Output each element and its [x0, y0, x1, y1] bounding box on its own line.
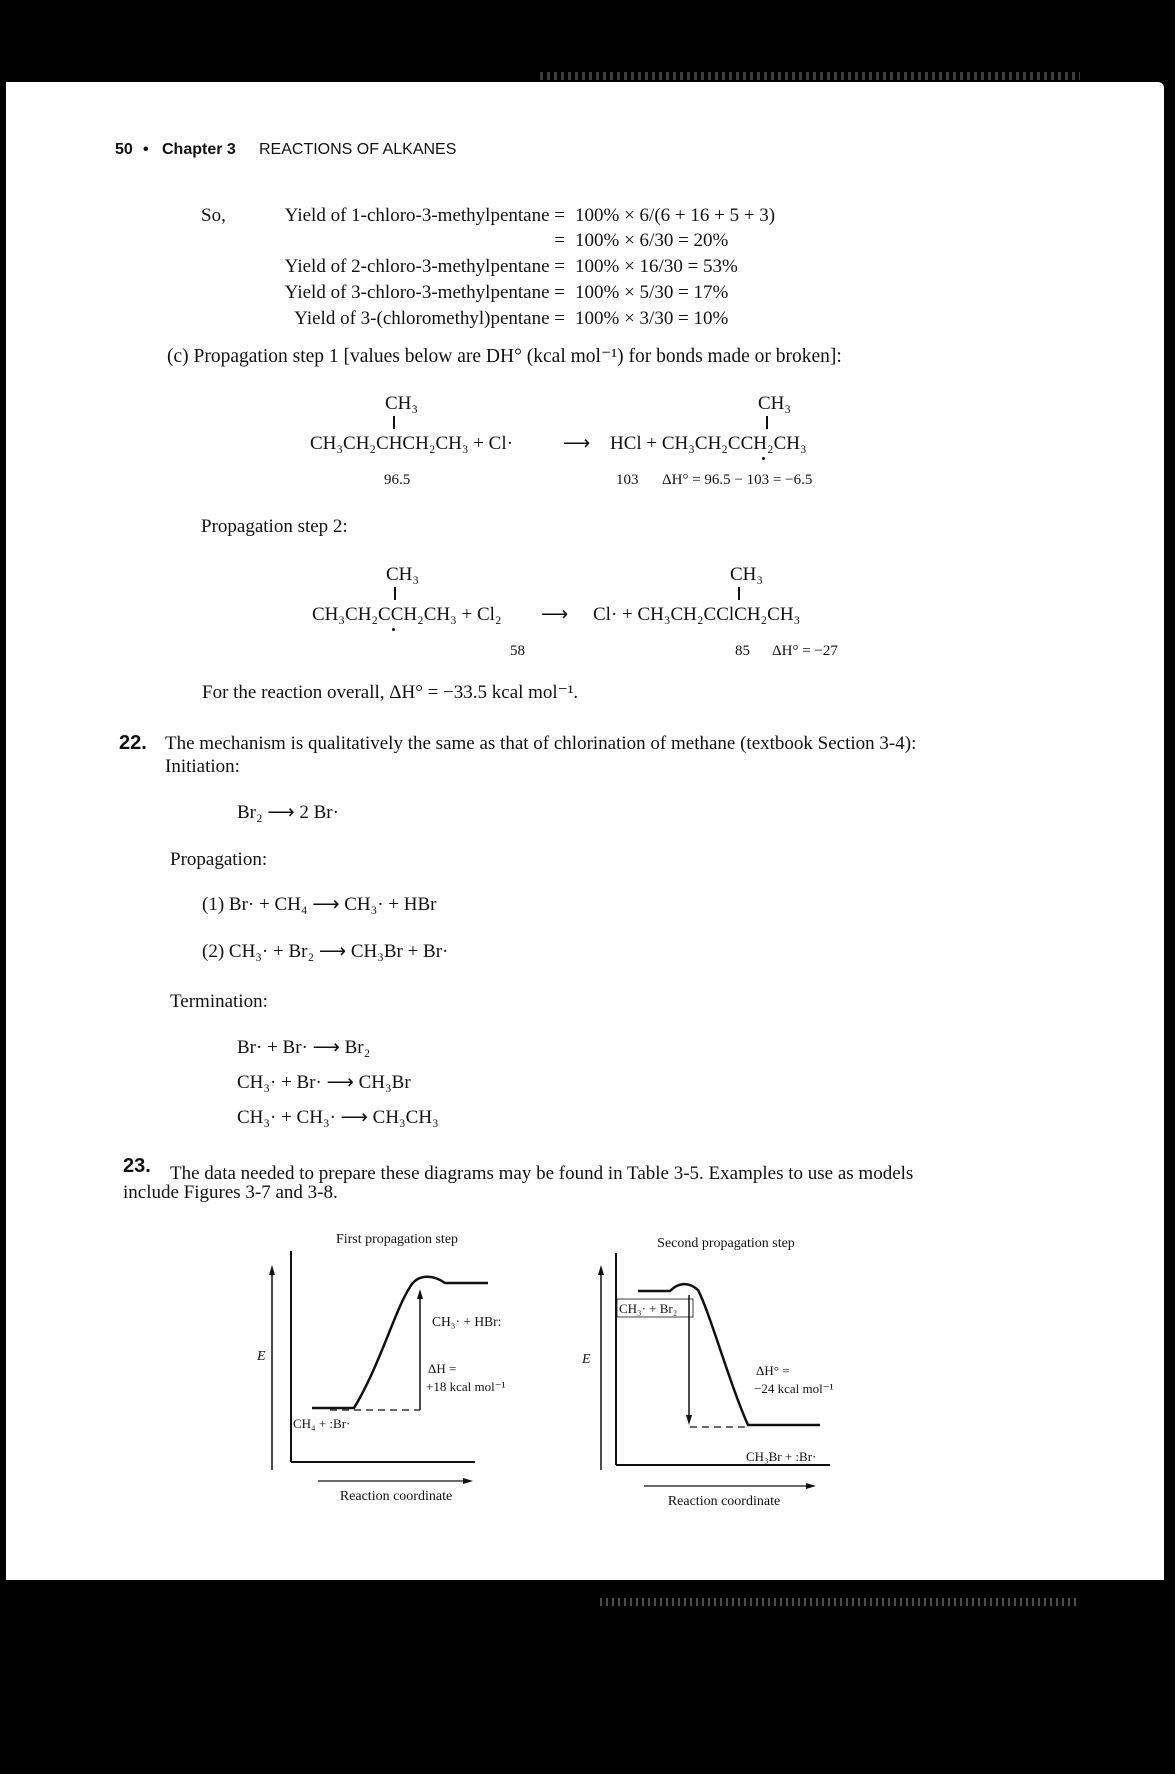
scan-noise-bottom [600, 1598, 1080, 1606]
yield-label-1: Yield of 1-chloro-3-methylpentane = [284, 205, 565, 226]
diagram2-x-arrowhead [806, 1483, 816, 1489]
scan-noise-top [540, 72, 1080, 80]
step2-products: Cl· + CH₃CH₂CClCH₂CH₃ [593, 604, 801, 625]
diagram1-reactants: CH₄ + :Br· [293, 1416, 351, 1431]
step1-arrow: ⟶ [563, 433, 591, 454]
chapter-title: REACTIONS OF ALKANES [259, 141, 457, 158]
page-number: 50 [115, 141, 133, 158]
step2-value-right: 85 [735, 643, 750, 659]
part-c-intro: (c) Propagation step 1 [values below are DH° (kcal mol⁻¹) for bonds made or broken]: [167, 346, 842, 367]
diagram1-products: CH₃· + HBr: [432, 1314, 502, 1329]
step2-radical-dot [392, 628, 395, 631]
q22-termination-label: Termination: [170, 991, 268, 1012]
diagram2-dh-line1: ΔH° = [756, 1363, 790, 1378]
yield-value-1: 100% × 6/(6 + 16 + 5 + 3) [575, 205, 776, 226]
q22-propagation-label: Propagation: [170, 849, 268, 870]
scan-border-bottom [0, 1580, 1175, 1774]
step2-arrow: ⟶ [541, 604, 569, 625]
q23-text-line1: The data needed to prepare these diagrams may be found in Table 3-5. Examples to use as models [170, 1163, 914, 1184]
step1-reactants: CH₃CH₂CHCH₂CH₃ + Cl· [310, 433, 513, 454]
yield-value-2: 100% × 6/30 = 20% [575, 230, 729, 251]
step1-products: HCl + CH₃CH₂CCH₂CH₃ [610, 433, 807, 454]
yields-so: So, [201, 205, 226, 226]
q22-termination-eq2: CH₃· + Br· ⟶ CH₃Br [237, 1072, 411, 1093]
diagram1-x-label: Reaction coordinate [339, 1489, 453, 1504]
q22-propagation-eq1: (1) Br· + CH₄ ⟶ CH₃· + HBr [202, 894, 437, 915]
diagram2-title: Second propagation step [657, 1236, 795, 1251]
yield-value-5: 100% × 3/30 = 10% [575, 308, 729, 329]
diagram2-reactants: CH₃· + Br₂ [619, 1301, 678, 1316]
step2-reactants: CH₃CH₂CCH₂CH₃ + Cl₂ [312, 604, 502, 625]
step1-bond-left [393, 416, 395, 429]
diagram1-x-arrowhead [463, 1478, 473, 1484]
energy-diagram-second-step [570, 1225, 880, 1525]
overall-statement: For the reaction overall, ΔH° = −33.5 kcal mol⁻¹. [202, 682, 579, 703]
diagram2-dh-arrowhead [686, 1415, 692, 1425]
diagram1-y-label: E [257, 1349, 266, 1364]
step2-bond-left [394, 587, 396, 600]
yield-label-5: Yield of 3-(chloromethyl)pentane = [294, 308, 565, 329]
yield-label-4: Yield of 3-chloro-3-methylpentane = [284, 282, 565, 303]
step2-delta-h: ΔH° = −27 [772, 643, 838, 659]
step2-ch3-left: CH₃ [386, 564, 420, 585]
step1-ch3-left: CH₃ [385, 393, 419, 414]
chapter-label: Chapter 3 [162, 141, 236, 158]
header-bullet: • [143, 141, 149, 158]
energy-diagram-first-step [240, 1225, 540, 1525]
q22-text-line1: The mechanism is qualitatively the same as that of chlorination of methane (textbook Section 3-4): [165, 733, 917, 754]
step2-value-mid: 58 [510, 643, 525, 659]
step2-ch3-right: CH₃ [730, 564, 764, 585]
yield-label-3: Yield of 2-chloro-3-methylpentane = [284, 256, 565, 277]
yield-value-3: 100% × 16/30 = 53% [575, 256, 738, 277]
q23-text-line2: include Figures 3-7 and 3-8. [123, 1182, 338, 1203]
diagram1-y-arrowhead [269, 1265, 275, 1275]
q22-initiation-eq: Br₂ ⟶ 2 Br· [237, 802, 339, 823]
yield-label-2: = [554, 230, 565, 251]
diagram1-dh-arrowhead [417, 1289, 423, 1299]
diagram1-title: First propagation step [335, 1232, 459, 1247]
q23-number: 23. [123, 1155, 151, 1177]
step1-value-mid: 103 [616, 472, 639, 488]
diagram2-dh-line2: −24 kcal mol⁻¹ [754, 1381, 834, 1396]
step1-radical-dot [762, 457, 765, 460]
diagram2-x-label: Reaction coordinate [667, 1494, 781, 1509]
step1-ch3-right: CH₃ [758, 393, 792, 414]
step2-label: Propagation step 2: [201, 516, 348, 537]
q22-propagation-eq2: (2) CH₃· + Br₂ ⟶ CH₃Br + Br· [202, 941, 449, 962]
yield-value-4: 100% × 5/30 = 17% [575, 282, 729, 303]
step1-delta-h: ΔH° = 96.5 − 103 = −6.5 [662, 472, 813, 488]
diagram2-y-label: E [582, 1352, 591, 1367]
q22-text-line2: Initiation: [165, 756, 240, 777]
diagram2-y-arrowhead [598, 1265, 604, 1275]
step1-bond-right [766, 416, 768, 429]
diagram1-dh-line1: ΔH = [428, 1361, 457, 1376]
step2-bond-right [738, 587, 740, 600]
diagram2-products: CH₃Br + :Br· [746, 1449, 817, 1464]
step1-value-left: 96.5 [384, 472, 411, 488]
q22-termination-eq1: Br· + Br· ⟶ Br₂ [237, 1037, 371, 1058]
q22-termination-eq3: CH₃· + CH₃· ⟶ CH₃CH₃ [237, 1107, 439, 1128]
diagram1-dh-line2: +18 kcal mol⁻¹ [426, 1379, 506, 1394]
q22-number: 22. [119, 732, 147, 754]
